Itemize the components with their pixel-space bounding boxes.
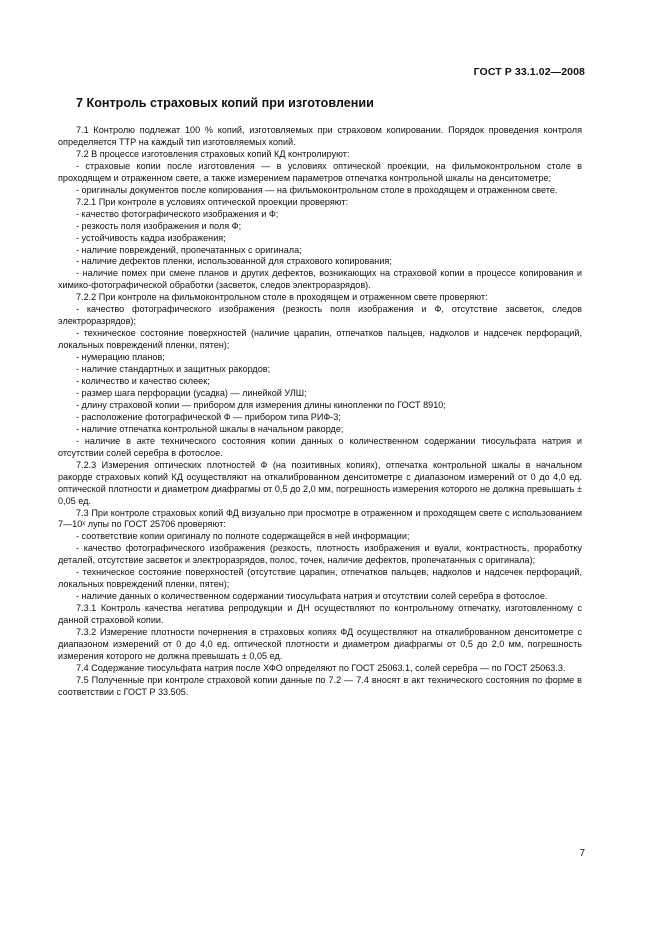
list-item: - соответствие копии оригиналу по полноте содержащейся в ней информации; — [76, 531, 410, 542]
list-item: - резкость поля изображения и поля Ф; — [76, 220, 242, 231]
list-item: - оригиналы документов после копирования — на фильмоконтрольном столе в проходящем и отраженном свете. — [76, 184, 558, 195]
list-item: - техническое состояние поверхностей (отсутствие царапин, отпечатков пальцев, надколов и надсечек перфораций, локальных повреждений пленки, пятен); — [58, 567, 582, 590]
list-item: - размер шага перфорации (усадка) — линейкой УЛШ; — [76, 387, 307, 398]
list-item: - нумерацию планов; — [76, 352, 165, 363]
list-item: - наличие отпечатка контрольной шкалы в начальном ракорде; — [76, 423, 344, 434]
list-item: - качество фотографического изображения и Ф; — [76, 208, 279, 219]
paragraph-7-4: 7.4 Содержание тиосульфата натрия после ХФО определяют по ГОСТ 25063.1, солей серебра — по ГОСТ 25063.3. — [76, 662, 566, 673]
list-item: - количество и качество склеек; — [76, 376, 210, 387]
list-item: - наличие данных о количественном содержании тиосульфата натрия и отсутствии солей серебра в фотослое. — [76, 591, 548, 602]
paragraph-7-2-1: 7.2.1 При контроле в условиях оптической проекции проверяют: — [76, 196, 349, 207]
paragraph-7-3-2: 7.3.2 Измерение плотности почернения в страховых копиях ФД осуществляют на откалиброванном денситометре с диапазоном измерений от 0 до 4,0 ед. оптической плотности и диаметром диафрагмы от 0,5 до 2,0 мм, погрешность измерения которого не должна превышать ± 0,05 ед. — [58, 627, 582, 661]
list-item: - наличие в акте технического состояния копии данных о количественном содержании тиосульфата натрия и отсутствии солей серебра в фотослое. — [58, 435, 582, 458]
page-number: 7 — [579, 848, 585, 859]
list-item: - техническое состояние поверхностей (наличие царапин, отпечатков пальцев, надколов и надсечек перфораций, локальных повреждений пленки, пятен); — [58, 328, 582, 351]
list-item: - расположение фотографической Ф — прибором типа РИФ-3; — [76, 411, 341, 422]
body-text — [58, 125, 582, 699]
list-item: - наличие повреждений, пропечатанных с оригинала; — [76, 244, 302, 255]
document-code: ГОСТ Р 33.1.02—2008 — [473, 66, 585, 78]
paragraph-7-2-2: 7.2.2 При контроле на фильмоконтрольном столе в проходящем и отраженном свете проверяют: — [76, 292, 488, 303]
paragraph-7-3-1: 7.3.1 Контроль качества негатива репродукции и ДН осуществляют по контрольному отпечатку, изготовленному с данной страховой копии. — [58, 603, 582, 626]
list-item: - страховые копии после изготовления — в условиях оптической проекции, на фильмоконтрольном столе в проходящем и отраженном свете, а также измерением параметров отпечатка контрольной шкалы на денситометре; — [58, 160, 582, 183]
list-item: - качество фотографического изображения (резкость, плотность изображения и вуали, контрастность, проработку деталей, отсутствие засветок и электроразрядов, полос, точек, наличие дефектов, пропечатанных с оригинала); — [58, 543, 582, 566]
section-title: 7 Контроль страховых копий при изготовлении — [76, 96, 374, 110]
list-item: - наличие стандартных и защитных ракордов; — [76, 364, 271, 375]
list-item: - качество фотографического изображения (резкость поля изображения и Ф, отсутствие засветок, следов электроразрядов); — [58, 304, 582, 327]
list-item: - наличие помех при смене планов и других дефектов, возникающих на страховой копии в процессе копирования и химико-фотографической обработки (засветок, следов электроразрядов). — [58, 268, 582, 291]
paragraph-7-3: 7.3 При контроле страховых копий ФД визуально при просмотре в отраженном и проходящем свете с использованием 7—10ˣ лупы по ГОСТ 25706 проверяют: — [58, 507, 582, 530]
paragraph-7-1: 7.1 Контролю подлежат 100 % копий, изготовляемых при страховом копировании. Порядок проведения контроля определяется ТТР на каждый тип изготовляемых копий. — [58, 125, 582, 147]
list-item: - устойчивость кадра изображения; — [76, 232, 226, 243]
paragraph-7-5: 7.5 Полученные при контроле страховой копии данные по 7.2 — 7.4 вносят в акт технического состояния по форме в соответствии с ГОСТ Р 33.505. — [58, 674, 582, 697]
paragraph-7-2-3: 7.2.3 Измерения оптических плотностей Ф (на позитивных копиях), отпечатка контрольной шкалы в начальном ракорде страховых копий КД осуществляют на откалиброванном денситометре с диапазоном измерений от 0 до 4,0 ед. оптической плотности и диаметром диафрагмы от 0,5 до 2,0 мм, погрешность измерения которого не должна превышать ± 0,05 ед. — [58, 459, 582, 506]
list-item: - длину страховой копии — прибором для измерения длины кинопленки по ГОСТ 8910; — [76, 399, 446, 410]
paragraph-7-2: 7.2 В процессе изготовления страховых копий КД контролируют: — [76, 148, 350, 159]
list-item: - наличие дефектов пленки, использованной для страхового копирования; — [76, 256, 392, 267]
